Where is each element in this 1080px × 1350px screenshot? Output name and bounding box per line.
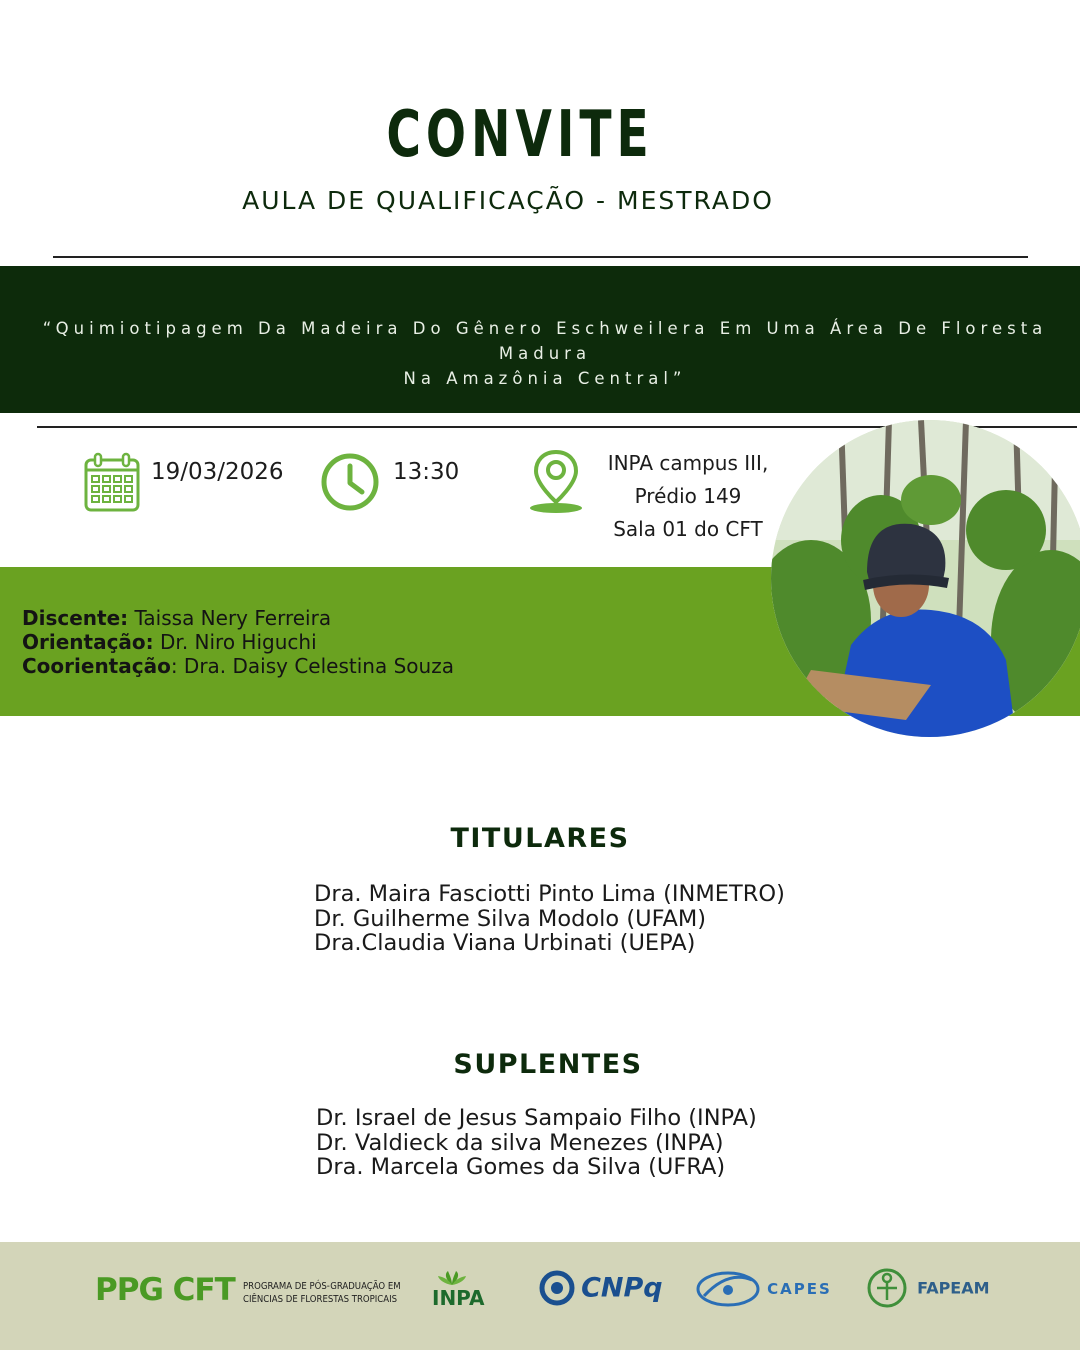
titular-member: Dra.Claudia Viana Urbinati (UEPA) (314, 930, 696, 956)
fapeam-wordmark: FAPEAM (917, 1278, 990, 1298)
top-divider (53, 256, 1028, 258)
capes-logo (694, 1266, 832, 1312)
titulares-list (314, 882, 785, 956)
location-pin-icon (528, 448, 584, 514)
student-name: Taissa Nery Ferreira (128, 606, 332, 630)
event-location (588, 447, 788, 546)
ppgcft-line-1: PROGRAMA DE PÓS-GRADUAÇÃO EM (243, 1281, 401, 1292)
committee-info (22, 606, 454, 678)
advisor-label: Orientação: (22, 630, 154, 654)
titulares-heading: TITULARES (450, 823, 630, 854)
location-line-3: Sala 01 do CFT (613, 517, 763, 541)
thesis-title (10, 316, 1080, 391)
student-label: Discente: (22, 606, 129, 630)
suplente-member: Dr. Valdieck da silva Menezes (INPA) (316, 1129, 724, 1156)
invite-title: CONVITE (386, 98, 654, 172)
location-line-2: Prédio 149 (634, 484, 742, 508)
titular-member: Dra. Maira Fasciotti Pinto Lima (INMETRO) (314, 881, 785, 907)
capes-wordmark: CAPES (767, 1280, 832, 1298)
event-time: 13:30 (393, 459, 460, 485)
titular-member: Dr. Guilherme Silva Modolo (UFAM) (314, 905, 707, 932)
cnpq-symbol-icon (538, 1268, 576, 1308)
ppgcft-program-name (243, 1280, 401, 1306)
coadvisor-name: : Dra. Daisy Celestina Souza (170, 654, 454, 678)
thesis-title-line-1: “Quimiotipagem Da Madeira Do Gênero Eschweilera Em Uma Área De Floresta Madura (42, 319, 1048, 363)
clock-icon (320, 452, 380, 512)
student-row (22, 606, 454, 630)
inpa-leaf-icon (436, 1270, 468, 1286)
calendar-icon (84, 452, 140, 512)
suplente-member: Dr. Israel de Jesus Sampaio Filho (INPA) (316, 1105, 757, 1131)
cnpq-logo (538, 1268, 663, 1308)
invite-subtitle: AULA DE QUALIFICAÇÃO - MESTRADO (242, 186, 774, 215)
student-photo (771, 420, 1080, 737)
suplentes-heading: SUPLENTES (453, 1049, 643, 1080)
suplente-member: Dra. Marcela Gomes da Silva (UFRA) (316, 1154, 726, 1180)
coadvisor-row (22, 654, 454, 678)
inpa-logo (432, 1270, 502, 1310)
coadvisor-label: Coorientação (22, 654, 171, 678)
fapeam-symbol-icon (862, 1266, 912, 1310)
cnpq-wordmark: CNPq (581, 1272, 663, 1304)
location-line-1: INPA campus III, (607, 451, 769, 475)
capes-symbol-icon (694, 1266, 762, 1312)
advisor-name: Dr. Niro Higuchi (153, 630, 317, 654)
event-date: 19/03/2026 (151, 459, 284, 485)
ppgcft-line-2: CIÊNCIAS DE FLORESTAS TROPICAIS (243, 1294, 398, 1305)
inpa-wordmark: INPA (432, 1286, 485, 1310)
fapeam-logo (862, 1266, 990, 1310)
ppgcft-logo (95, 1272, 235, 1308)
thesis-title-line-2: Na Amazônia Central” (403, 369, 687, 388)
advisor-row (22, 630, 454, 654)
suplentes-list (316, 1106, 757, 1180)
ppgcft-wordmark: PPG CFT (95, 1272, 235, 1308)
